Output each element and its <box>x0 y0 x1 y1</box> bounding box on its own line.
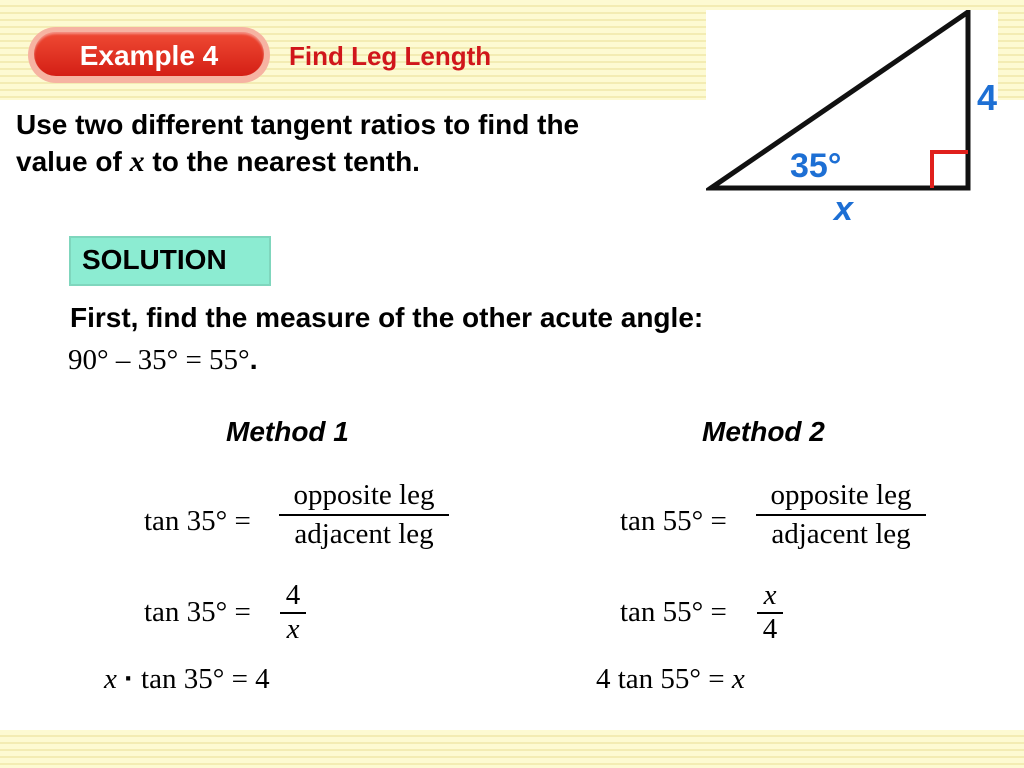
method-2-title: Method 2 <box>702 416 825 447</box>
method-1-line-2-fraction <box>280 580 306 644</box>
solution-label-box <box>69 236 271 286</box>
step-instruction: First, find the measure of the other acute angle: <box>70 302 704 333</box>
method-2-line-2-denominator: 4 <box>762 612 778 645</box>
method-2-line-3 <box>596 663 745 696</box>
example-badge-fill <box>34 32 264 76</box>
fraction-bar <box>279 514 449 516</box>
problem-statement <box>16 106 716 180</box>
method-2-line-2-fraction <box>757 580 783 644</box>
method-1-line-2-lhs: tan 35° = <box>144 596 251 628</box>
method-1-line-3-variable: x <box>104 663 117 695</box>
method-1-line-2-denominator: x <box>286 612 300 645</box>
footer-stripe-band <box>0 730 1024 768</box>
problem-value-of: value of <box>16 146 130 177</box>
method-1-line-1-numerator: opposite leg <box>293 479 435 511</box>
problem-line-1: Use two different tangent ratios to find the <box>16 109 580 140</box>
lesson-subtitle: Find Leg Length <box>289 41 492 71</box>
figure-base-label: x <box>834 190 853 222</box>
example-badge <box>28 27 270 83</box>
method-2-line-1-fraction <box>756 480 926 549</box>
example-badge-label: Example 4 <box>79 40 219 71</box>
method-2-line-2-lhs: tan 55° = <box>620 596 727 628</box>
method-2-line-1-lhs: tan 55° = <box>620 505 727 537</box>
problem-line-2-end: to the nearest tenth. <box>144 146 420 177</box>
triangle-diagram <box>706 10 998 222</box>
fraction-bar <box>756 514 926 516</box>
figure-side-label: 4 <box>977 77 998 118</box>
step-equation-text: 90° – 35° = 55° <box>68 344 250 376</box>
solution-label: SOLUTION <box>82 244 227 275</box>
method-2-line-1-denominator: adjacent leg <box>771 517 911 550</box>
step-equation <box>68 344 258 377</box>
step-equation-period: . <box>249 344 258 376</box>
method-1-line-2-numerator: 4 <box>285 579 301 611</box>
method-1-line-3-rest: tan 35° = 4 <box>141 663 270 695</box>
method-1-line-1-fraction <box>279 480 449 549</box>
method-2-line-3-rest: 4 tan 55° = <box>596 663 732 695</box>
method-1-title: Method 1 <box>226 416 349 447</box>
method-2-line-1-numerator: opposite leg <box>770 479 912 511</box>
problem-variable: x <box>129 145 145 178</box>
method-1-line-3-dot: · <box>124 663 134 695</box>
method-1-line-3 <box>104 663 270 696</box>
method-2-line-3-variable: x <box>731 663 745 695</box>
figure-angle-label: 35° <box>790 147 842 185</box>
method-1-line-1-denominator: adjacent leg <box>294 517 434 550</box>
method-2-line-2-numerator: x <box>763 579 777 611</box>
triangle-figure <box>706 10 998 222</box>
method-1-line-1-lhs: tan 35° = <box>144 505 251 537</box>
